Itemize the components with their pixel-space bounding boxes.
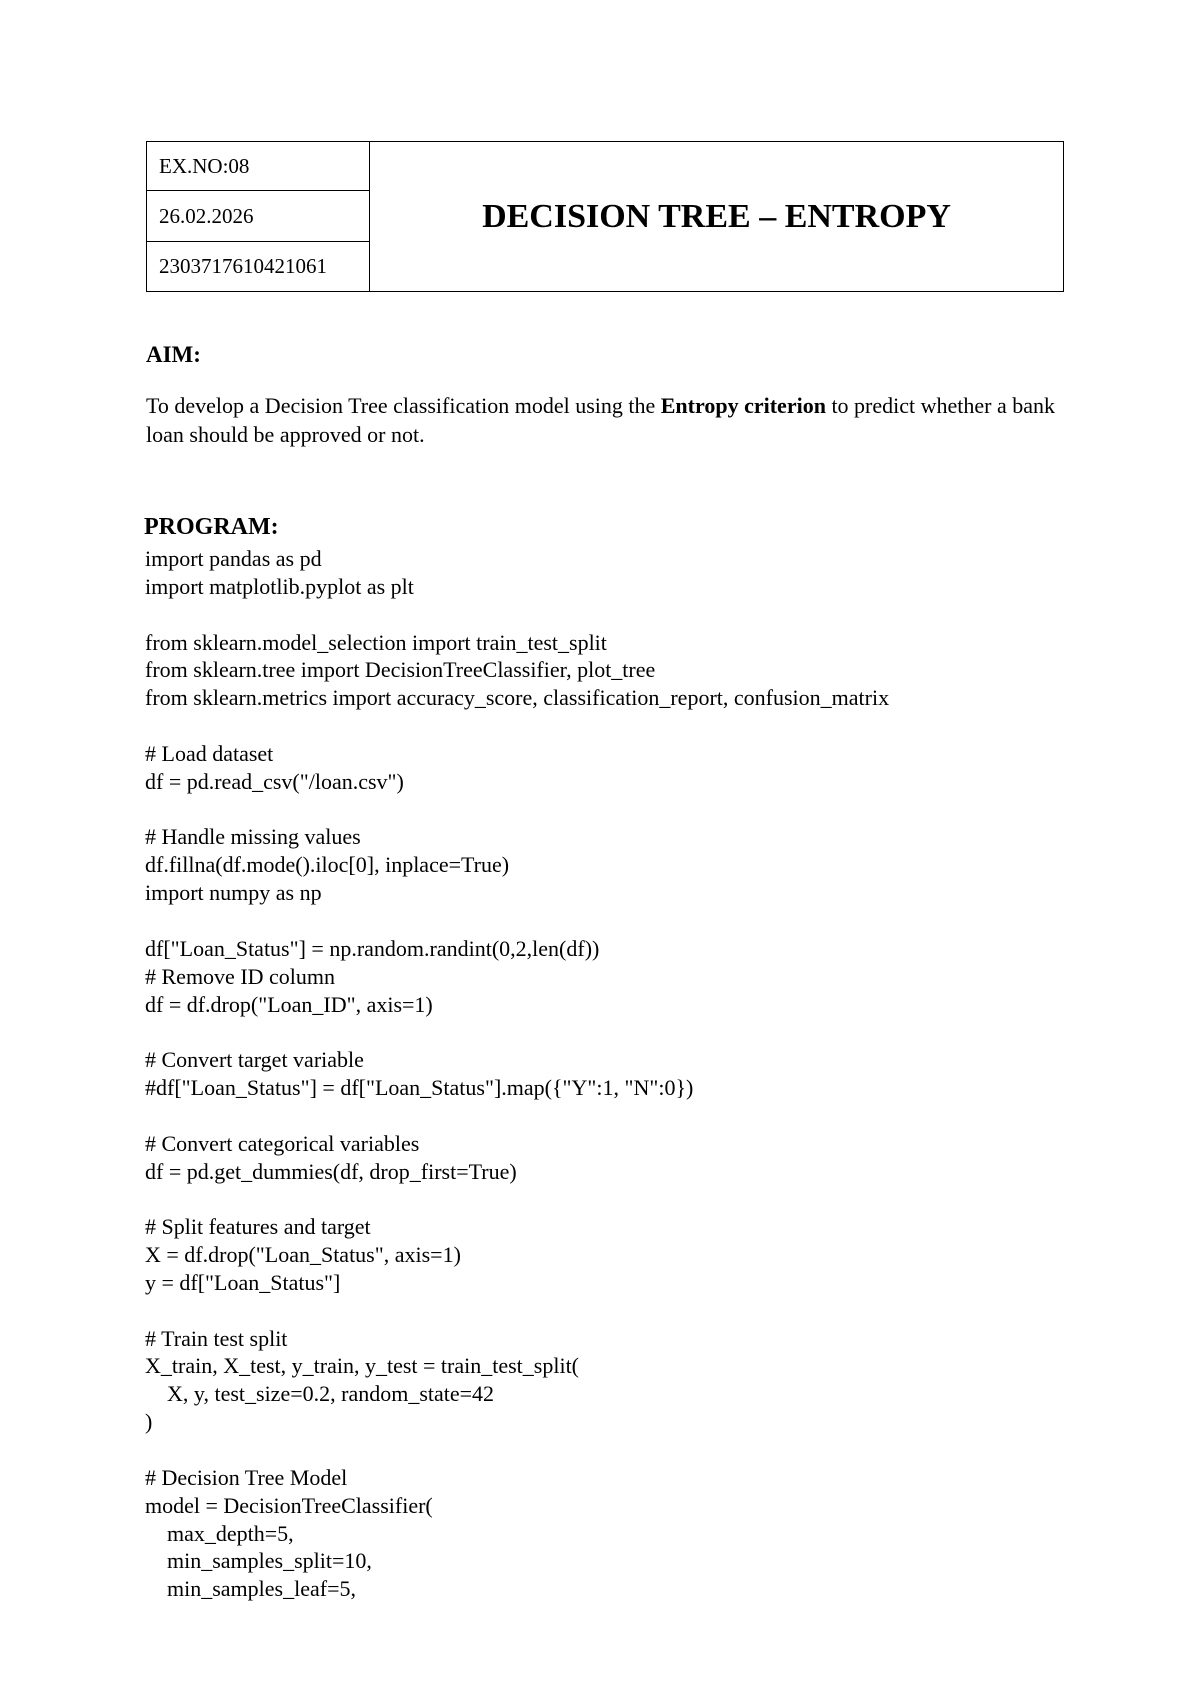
code-line: df = pd.read_csv("/loan.csv") xyxy=(145,768,404,794)
code-line: ) xyxy=(145,1409,153,1435)
code-line: # Load dataset xyxy=(145,740,274,766)
code-line: X_train, X_test, y_train, y_test = train_test_split( xyxy=(145,1353,580,1379)
code-line xyxy=(145,1185,1105,1213)
code-line: # Handle missing values xyxy=(145,824,361,850)
code-line: # Split features and target xyxy=(145,1214,371,1240)
code-line: df = df.drop("Loan_ID", axis=1) xyxy=(145,991,433,1017)
code-line xyxy=(145,1018,1105,1046)
code-line: from sklearn.metrics import accuracy_score, classification_report, confusion_matrix xyxy=(145,685,890,711)
code-line: min_samples_split=10, xyxy=(167,1548,372,1574)
code-line xyxy=(145,1297,1105,1325)
code-line: #df["Loan_Status"] = df["Loan_Status"].map({"Y":1, "N":0}) xyxy=(145,1075,694,1101)
page-title: DECISION TREE – ENTROPY xyxy=(370,142,1064,292)
code-line xyxy=(145,712,1105,740)
aim-paragraph xyxy=(146,391,1066,449)
code-line xyxy=(145,907,1105,935)
aim-text-end: to predict whether a bank loan should be approved or not. xyxy=(146,393,1056,447)
code-line xyxy=(145,796,1105,824)
code-line: # Convert categorical variables xyxy=(145,1130,420,1156)
program-heading: PROGRAM: xyxy=(144,514,279,540)
code-line: X = df.drop("Loan_Status", axis=1) xyxy=(145,1242,461,1268)
code-listing xyxy=(145,545,1105,1603)
code-line: import numpy as np xyxy=(145,880,322,906)
code-line: # Train test split xyxy=(145,1325,288,1351)
code-line xyxy=(145,1102,1105,1130)
code-line: df.fillna(df.mode().iloc[0], inplace=True) xyxy=(145,852,510,878)
code-line: df = pd.get_dummies(df, drop_first=True) xyxy=(145,1158,517,1184)
code-line: from sklearn.model_selection import train_test_split xyxy=(145,629,607,655)
code-line: # Remove ID column xyxy=(145,963,336,989)
code-line: min_samples_leaf=5, xyxy=(167,1576,356,1602)
code-line: # Decision Tree Model xyxy=(145,1464,348,1490)
code-line: # Convert target variable xyxy=(145,1047,364,1073)
code-line: from sklearn.tree import DecisionTreeClassifier, plot_tree xyxy=(145,657,656,683)
header-table xyxy=(146,141,1064,292)
code-line: max_depth=5, xyxy=(167,1520,294,1546)
code-line: y = df["Loan_Status"] xyxy=(145,1269,341,1295)
code-line: import matplotlib.pyplot as plt xyxy=(145,573,414,599)
code-line: X, y, test_size=0.2, random_state=42 xyxy=(167,1381,495,1407)
code-line: df["Loan_Status"] = np.random.randint(0,2,len(df)) xyxy=(145,935,600,961)
code-line: import pandas as pd xyxy=(145,546,322,571)
exercise-number: EX.NO:08 xyxy=(147,142,370,191)
exercise-date: 26.02.2026 xyxy=(147,191,370,242)
aim-text-start: To develop a Decision Tree classification model using the xyxy=(146,393,661,418)
code-line xyxy=(145,601,1105,629)
aim-text-emphasis: Entropy criterion xyxy=(660,393,826,418)
code-line xyxy=(145,1436,1105,1464)
code-line: model = DecisionTreeClassifier( xyxy=(145,1492,433,1518)
aim-heading: AIM: xyxy=(146,342,201,367)
register-number: 2303717610421061 xyxy=(147,242,370,292)
